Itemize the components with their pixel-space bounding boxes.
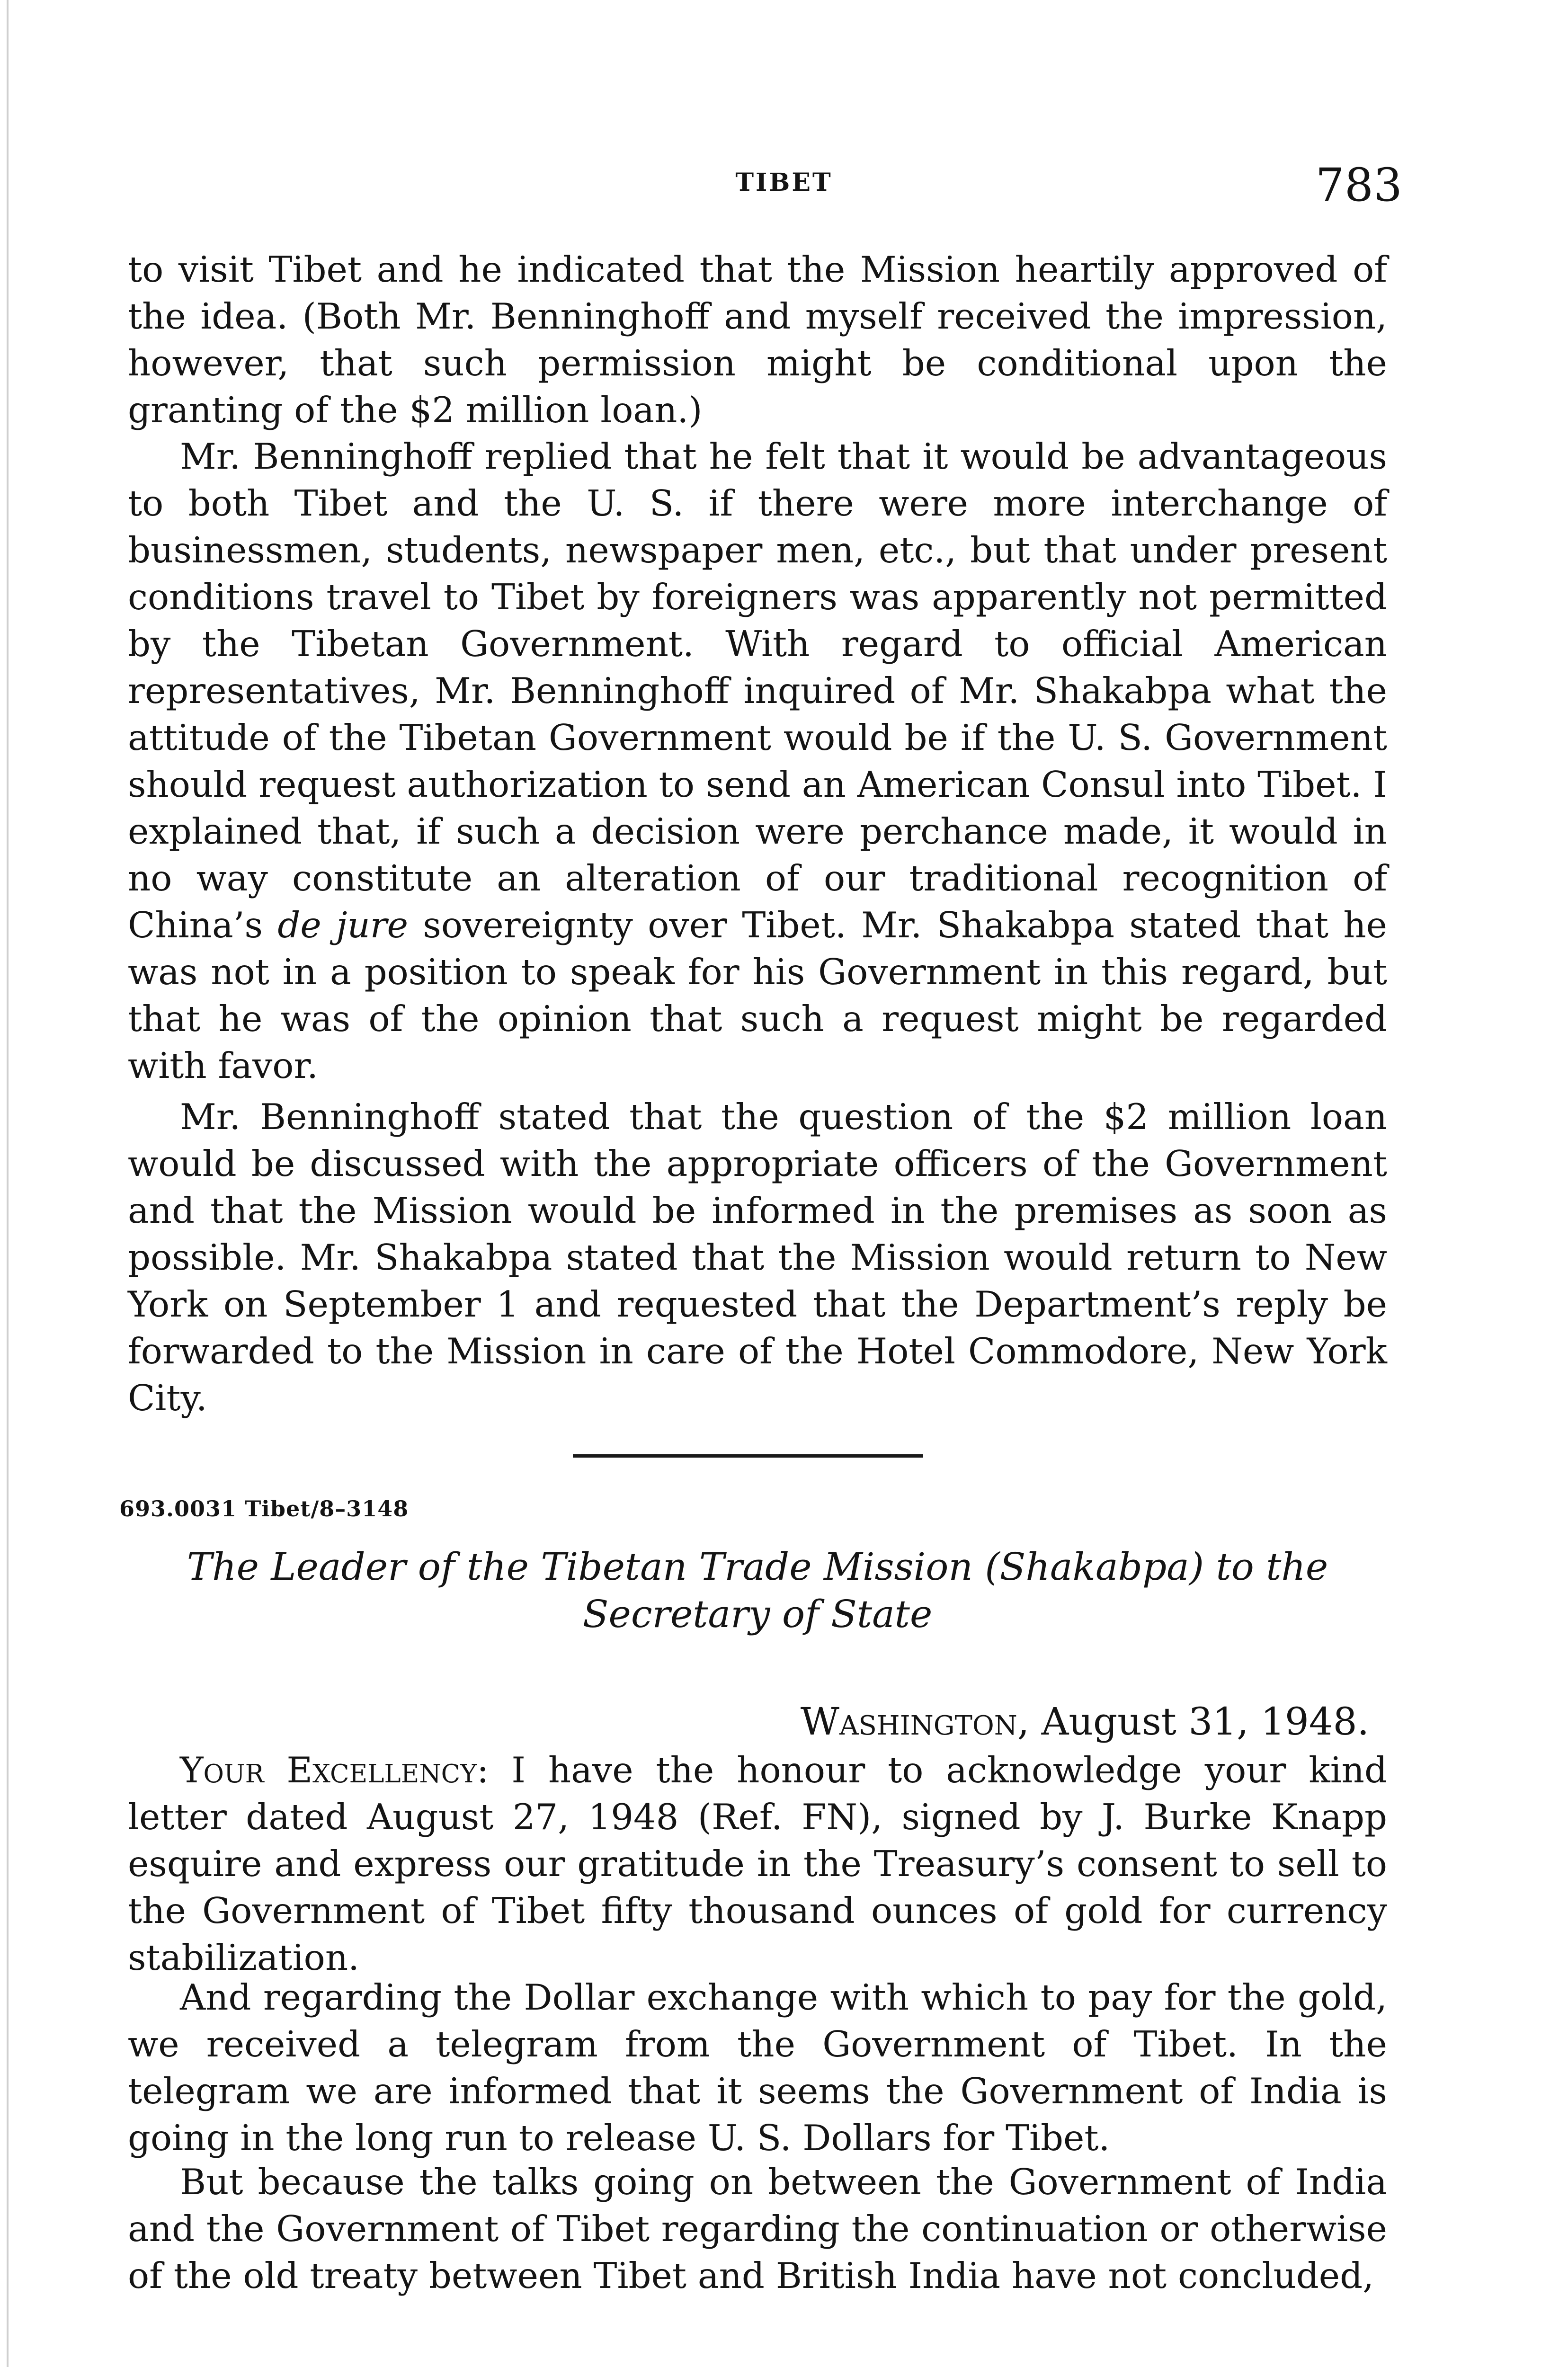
page-edge: [7, 0, 9, 2367]
running-head: TIBET: [735, 168, 833, 197]
paragraph-text: Mr. Benninghoff replied that he felt that it would be advantageous to both Tibet and the U. S. if there were more interchange of businessmen, students, newspaper men, etc., but that under present conditions travel to Tibet by foreigners was apparently not permitted by the Tibetan Government. With regard to official American representatives, Mr. Benninghoff inquired of Mr. Shakabpa what the attitude of the Tibetan Government would be if the U. S. Government should request authorization to send an American Consul into Tibet. I explained that, if such a decision were perchance made, it would in no way constitute an alteration of our traditional recognition of: [128, 436, 1387, 899]
paragraph-benninghoff-reply: [128, 433, 1387, 1089]
dateline: [801, 1700, 1369, 1744]
page-number: 783: [1315, 159, 1402, 212]
section-divider: [573, 1454, 923, 1458]
letter-paragraph-1: [128, 1747, 1387, 1981]
letter-paragraph-3: But because the talks going on between the Government of India and the Government of Tibet regarding the continuation or otherwise of the old treaty between Tibet and British India have not concluded,: [128, 2161, 1387, 2296]
paragraph-loan-discussion: Mr. Benninghoff stated that the question of the $2 million loan would be discussed with the appropriate officers of the Government and that the Mission would be informed in the premises as soon as possible. Mr. Shakabpa stated that the Mission would return to New York on September 1 and requested that the Department’s reply be forwarded to the Mission in care of the Hotel Commodore, New York City.: [128, 1096, 1387, 1419]
letter-paragraph-2: And regarding the Dollar exchange with which to pay for the gold, we received a telegram from the Government of Tibet. In the telegram we are informed that it seems the Government of India is going in the long run to release U. S. Dollars for Tibet.: [128, 1976, 1387, 2159]
file-reference: 693.0031 Tibet/8–3148: [119, 1496, 409, 1522]
salutation: Your Excellency:: [180, 1749, 489, 1791]
dateline-place: Washington,: [800, 1700, 1030, 1744]
paragraph-continued: to visit Tibet and he indicated that the Mission heartily approved of the idea. (Both Mr. Benninghoff and myself received the impression, however, that such permission might be conditional upon the granting of the $2 million loan.): [128, 249, 1387, 431]
dateline-date: August 31, 1948.: [1041, 1700, 1369, 1744]
document-title: The Leader of the Tibetan Trade Mission (Shakabpa) to the Secretary of State: [187, 1545, 1328, 1636]
paragraph-text-name: China’s: [128, 904, 263, 946]
paragraph-text-end: sovereignty over Tibet. Mr. Shakabpa stated that he was not in a position to speak for his Government in this regard, but that he was of the opinion that such a request might be regarded with favor.: [128, 904, 1388, 1086]
italic-phrase: de jure: [277, 904, 408, 946]
page-header: [0, 159, 1568, 211]
letter-paragraph-1-text: I have the honour to acknowledge your kind letter dated August 27, 1948 (Ref. FN), signed by J. Burke Knapp esquire and express our gratitude in the Treasury’s consent to sell to the Government of Tibet fifty thousand ounces of gold for currency stabilization.: [128, 1749, 1387, 1978]
